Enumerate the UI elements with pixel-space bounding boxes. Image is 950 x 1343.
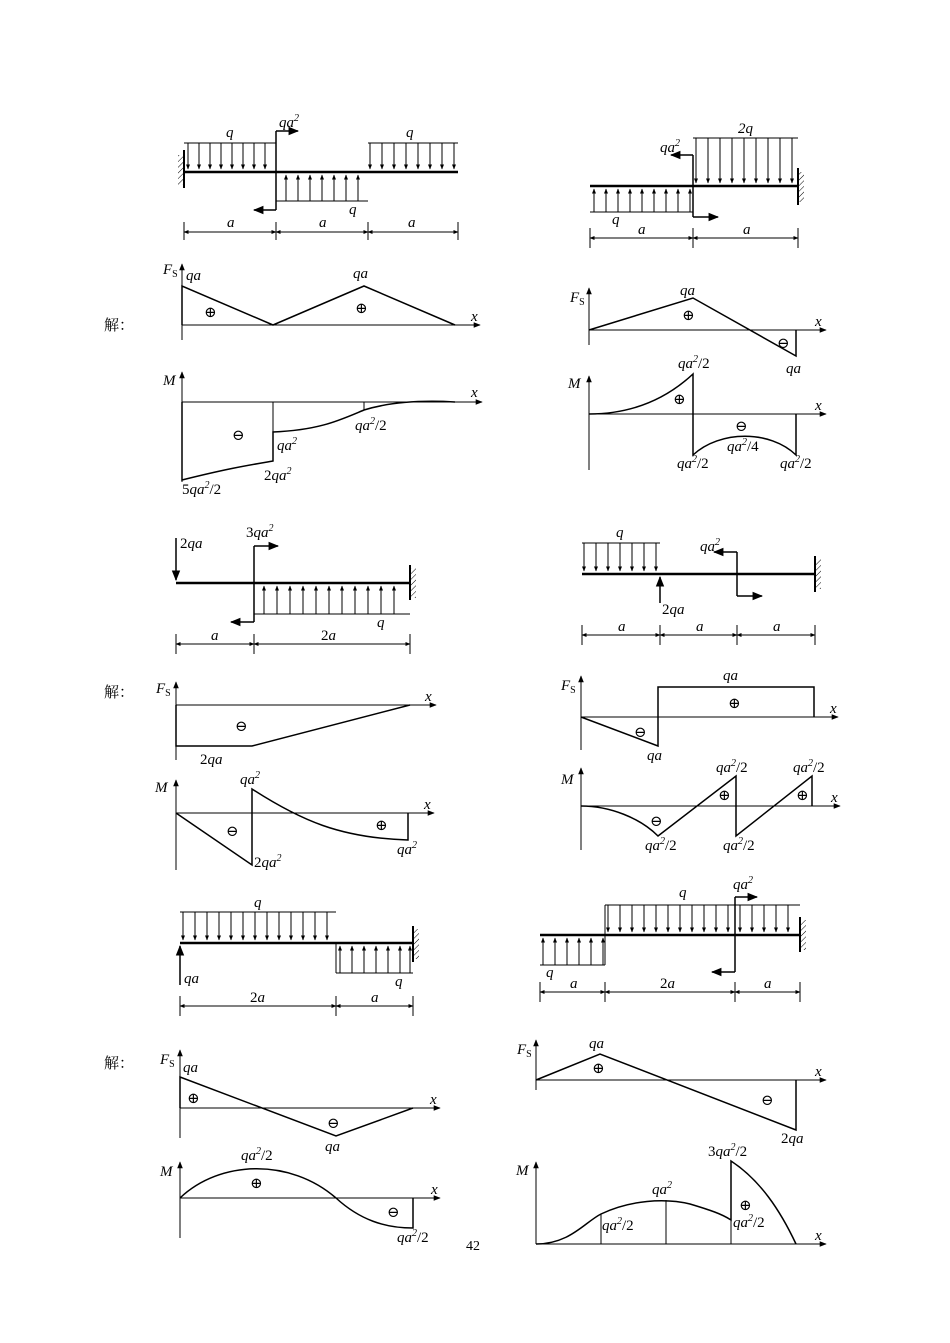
p6-m-label: $qa^2/2$	[602, 1216, 634, 1234]
p5-span-a: a	[371, 990, 379, 1006]
problem-4-shear-diagram	[581, 676, 838, 750]
x-axis-label: x	[430, 1092, 437, 1108]
p6-fs-label: qa	[589, 1036, 604, 1052]
p2-span-a: a	[638, 222, 646, 238]
p4-span-a: a	[618, 619, 626, 635]
p2-fs-label: qa	[786, 361, 801, 377]
x-axis-label: x	[830, 701, 837, 717]
problem-1-beam	[178, 131, 458, 240]
p1-m-label: $qa^2/2$	[355, 416, 387, 434]
p6-span-a: a	[570, 976, 578, 992]
problem-1-moment-diagram	[182, 372, 482, 482]
problem-6-moment-diagram	[536, 1161, 826, 1244]
x-axis-label: x	[431, 1182, 438, 1198]
distributed-load-down	[183, 912, 327, 940]
minus-sign: ⊖	[235, 719, 248, 735]
problem-3-shear-diagram	[176, 682, 436, 760]
p2-m-label: $qa^2/2$	[780, 454, 812, 472]
p3-span-a: a	[211, 628, 219, 644]
p1-m-label: $5qa^2/2$	[182, 480, 222, 498]
p3-span-2a: 2a	[321, 628, 336, 644]
p3-fs-label: 2qa	[200, 752, 223, 768]
p4-fs-label: qa	[723, 668, 738, 684]
p4-span-a: a	[773, 619, 781, 635]
p2-m-label: $qa^2/4$	[727, 437, 759, 455]
problem-4-moment-diagram	[581, 768, 840, 850]
p6-span-a: a	[764, 976, 772, 992]
distributed-load-down-1	[188, 143, 265, 169]
p6-m-label: $3qa^2/2$	[708, 1142, 748, 1160]
page-number: 42	[466, 1239, 480, 1254]
plus-sign: ⊕	[673, 392, 686, 408]
p3-m-label: $qa^2$	[240, 770, 260, 788]
minus-sign: ⊖	[777, 336, 790, 352]
p1-span-a: a	[408, 215, 416, 231]
solution-label: 解：	[104, 683, 135, 701]
minus-sign: ⊖	[650, 814, 663, 830]
minus-sign: ⊖	[226, 824, 239, 840]
p5-load-qa: qa	[184, 971, 199, 987]
p4-load-2qa: 2qa	[662, 602, 685, 618]
p3-load-3qa2: $3qa^2$	[246, 523, 274, 541]
p4-m-label: $qa^2/2$	[793, 758, 825, 776]
problem-5-moment-diagram	[180, 1162, 440, 1238]
p6-fs-axis-label: $F_S$	[517, 1042, 532, 1060]
p4-m-label: $qa^2/2$	[645, 836, 677, 854]
x-axis-label: x	[471, 309, 478, 325]
p5-fs-label: qa	[325, 1139, 340, 1155]
distributed-load-up	[543, 938, 603, 965]
p4-load-qa2: $qa^2$	[700, 537, 720, 555]
p4-m-label: $qa^2/2$	[723, 836, 755, 854]
p6-span-2a: 2a	[660, 976, 675, 992]
p6-m-label: $qa^2/2$	[733, 1213, 765, 1231]
plus-sign: ⊕	[250, 1176, 263, 1192]
p1-span-a: a	[319, 215, 327, 231]
m-axis-label: M	[568, 376, 581, 392]
x-axis-label: x	[471, 385, 478, 401]
p5-fs-label: qa	[183, 1060, 198, 1076]
p5-m-label: $qa^2/2$	[397, 1228, 429, 1246]
distributed-load-down	[608, 905, 788, 932]
x-axis-label: x	[424, 797, 431, 813]
x-axis-label: x	[815, 314, 822, 330]
p1-load-q3: q	[349, 202, 357, 218]
m-axis-label: M	[163, 373, 176, 389]
p4-fs-label: qa	[647, 748, 662, 764]
plus-sign: ⊕	[796, 788, 809, 804]
p2-fs-axis-label: $F_S$	[570, 290, 585, 308]
plus-sign: ⊕	[682, 308, 695, 324]
p1-fs-label: qa	[353, 266, 368, 282]
problem-5-shear-diagram	[180, 1050, 440, 1138]
p1-fs-label: qa	[186, 268, 201, 284]
plus-sign: ⊕	[204, 305, 217, 321]
p2-m-label: $qa^2/2$	[678, 354, 710, 372]
plus-sign: ⊕	[592, 1061, 605, 1077]
p2-fs-label: qa	[680, 283, 695, 299]
x-axis-label: x	[815, 1228, 822, 1244]
p1-span-a: a	[227, 215, 235, 231]
problem-2-beam	[590, 138, 804, 248]
p2-m-label: $qa^2/2$	[677, 454, 709, 472]
p2-span-a: a	[743, 222, 751, 238]
p6-fs-label: 2qa	[781, 1131, 804, 1147]
minus-sign: ⊖	[232, 428, 245, 444]
problem-3-moment-diagram	[176, 780, 434, 870]
distributed-load-down	[584, 543, 656, 571]
p2-load-q: q	[612, 212, 620, 228]
x-axis-label: x	[815, 398, 822, 414]
plus-sign: ⊕	[718, 788, 731, 804]
problem-5-beam	[180, 912, 419, 1016]
p5-load-q: q	[254, 895, 262, 911]
minus-sign: ⊖	[761, 1093, 774, 1109]
distributed-load-up	[594, 189, 690, 212]
p3-m-label: $qa^2$	[397, 840, 417, 858]
m-axis-label: M	[516, 1163, 529, 1179]
minus-sign: ⊖	[634, 725, 647, 741]
p4-m-label: $qa^2/2$	[716, 758, 748, 776]
distributed-load-up	[340, 946, 410, 973]
p1-m-label: $2qa^2$	[264, 466, 292, 484]
solution-label: 解：	[104, 1054, 135, 1072]
p5-m-label: $qa^2/2$	[241, 1146, 273, 1164]
plus-sign: ⊕	[728, 696, 741, 712]
x-axis-label: x	[425, 689, 432, 705]
p2-load-qa2: $qa^2$	[660, 138, 680, 156]
minus-sign: ⊖	[735, 419, 748, 435]
p5-fs-axis-label: $F_S$	[160, 1052, 175, 1070]
p6-load-qa2: $qa^2$	[733, 875, 753, 893]
x-axis-label: x	[815, 1064, 822, 1080]
p1-m-label: $qa^2$	[277, 436, 297, 454]
p1-load-qa2: $qa^2$	[279, 113, 299, 131]
p4-load-q: q	[616, 525, 624, 541]
solution-label: 解：	[104, 316, 135, 334]
plus-sign: ⊕	[355, 301, 368, 317]
p6-load-q: q	[679, 885, 687, 901]
p3-load-q: q	[377, 615, 385, 631]
p3-m-label: $2qa^2$	[254, 853, 282, 871]
distributed-load-up	[264, 586, 394, 614]
problem-2-shear-diagram	[589, 288, 826, 356]
m-axis-label: M	[155, 780, 168, 796]
p6-load-q2: q	[546, 965, 554, 981]
p5-span-2a: 2a	[250, 990, 265, 1006]
problem-1-shear-diagram	[182, 264, 480, 340]
p1-load-q: q	[226, 125, 234, 141]
minus-sign: ⊖	[387, 1205, 400, 1221]
p3-fs-axis-label: $F_S$	[156, 681, 171, 699]
p2-load-2q: 2q	[738, 121, 753, 137]
plus-sign: ⊕	[375, 818, 388, 834]
distributed-load-down-2	[370, 143, 454, 169]
problem-6-shear-diagram	[536, 1040, 826, 1130]
minus-sign: ⊖	[327, 1116, 340, 1132]
p1-load-q2: q	[406, 125, 414, 141]
distributed-load-up	[286, 175, 358, 201]
m-axis-label: M	[160, 1164, 173, 1180]
plus-sign: ⊕	[739, 1198, 752, 1214]
p5-load-q2: q	[395, 974, 403, 990]
distributed-load-down	[696, 138, 792, 183]
p3-load-2qa: 2qa	[180, 536, 203, 552]
x-axis-label: x	[831, 790, 838, 806]
p4-span-a: a	[696, 619, 704, 635]
m-axis-label: M	[561, 772, 574, 788]
p4-fs-axis-label: $F_S$	[561, 678, 576, 696]
p6-m-label: $qa^2$	[652, 1180, 672, 1198]
plus-sign: ⊕	[187, 1091, 200, 1107]
p1-fs-axis-label: $F_S$	[163, 262, 178, 280]
